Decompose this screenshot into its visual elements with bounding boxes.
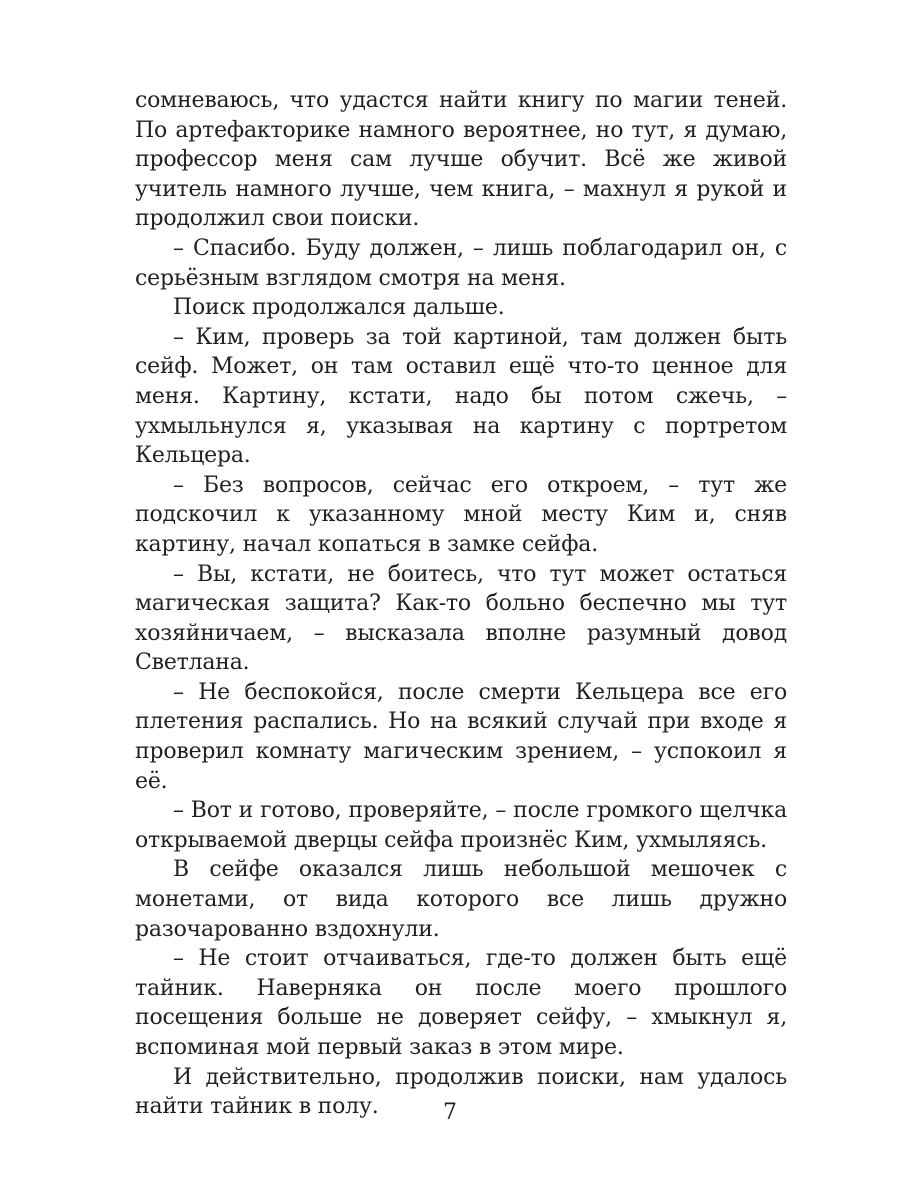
page-number: 7 — [443, 1100, 457, 1125]
paragraph-7: – Не беспокойся, после смерти Кельцера все его плетения распались. Но на всякий случай при входе я проверил комнату магическим зрением, – успокоил я её. — [135, 679, 787, 794]
paragraph-5: – Без вопросов, сейчас его откроем, – тут же подскочил к указанному мной месту Ким и, сняв картину, начал копаться в замке сейфа. — [135, 472, 787, 557]
page-body — [135, 86, 787, 1122]
paragraph-6: – Вы, кстати, не боитесь, что тут может остаться магическая защита? Как-то больно беспечно мы тут хозяйничаем, – высказала вполне разумный довод Светлана. — [135, 561, 787, 676]
paragraph-1: сомневаюсь, что удастся найти книгу по магии теней. По артефакторике намного вероятнее, но тут, я думаю, профессор меня сам лучше обучит. Всё же живой учитель намного лучше, чем книга, – махнул я рукой и продолжил свои поиски. — [135, 88, 787, 232]
paragraph-8: – Вот и готово, проверяйте, – после громкого щелчка открываемой дверцы сейфа произнёс Ким, ухмыляясь. — [135, 798, 787, 853]
paragraph-11: И действительно, продолжив поиски, нам удалось найти тайник в полу. — [135, 1064, 787, 1120]
paragraph-3: Поиск продолжался дальше. — [173, 295, 505, 321]
paragraph-2: – Спасибо. Буду должен, – лишь поблагодарил он, с серьёзным взглядом смотря на меня. — [135, 235, 787, 291]
paragraph-9: В сейфе оказался лишь небольшой мешочек с монетами, от вида которого все лишь дружно разочарованно вздохнули. — [135, 857, 787, 942]
paragraph-4: – Ким, проверь за той картиной, там должен быть сейф. Может, он там оставил ещё что-то ценное для меня. Картину, кстати, надо бы потом сжечь, – ухмыльнулся я, указывая на картину с портретом Кельцера. — [135, 324, 787, 469]
paragraph-10: – Не стоит отчаиваться, где-то должен быть ещё тайник. Наверняка он после моего прошлого посещения больше не доверяет сейфу, – хмыкнул я, вспоминая мой первый заказ в этом мире. — [135, 946, 787, 1060]
